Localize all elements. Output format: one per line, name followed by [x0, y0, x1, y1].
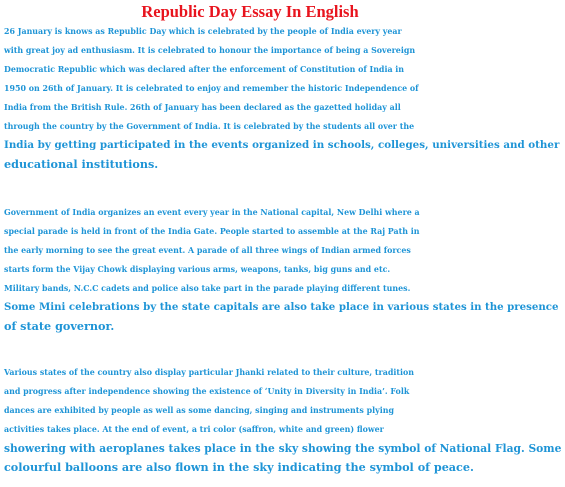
paragraph-line: activities takes place. At the end of event, a tri color (saffron, white and green) flower	[4, 425, 384, 434]
paragraph-line: with great joy ad enthusiasm. It is celebrated to honour the importance of being a Sovereign	[4, 46, 416, 55]
paragraph-line: starts form the Vijay Chowk displaying various arms, weapons, tanks, big guns and etc.	[4, 265, 391, 274]
paragraph-line: Democratic Republic which was declared after the enforcement of Constitution of India in	[4, 65, 405, 74]
paragraph-line: the early morning to see the great event. A parade of all three wings of Indian armed forces	[4, 246, 411, 255]
essay-title: Republic Day Essay In English	[141, 2, 359, 21]
paragraph-line: 1950 on 26th of January. It is celebrated to enjoy and remember the historic Independence of	[4, 84, 419, 93]
paragraph-line: Various states of the country also display particular Jhanki related to their culture, tradition	[4, 368, 414, 377]
paragraph-line: 26 January is knows as Republic Day which is celebrated by the people of India every year	[4, 27, 402, 36]
paragraph-line: Government of India organizes an event every year in the National capital, New Delhi where a	[4, 208, 420, 217]
paragraph-line: dances are exhibited by people as well as some dancing, singing and instruments plying	[4, 406, 394, 415]
essay-paragraph-3	[4, 363, 561, 477]
paragraph-line: and progress after independence showing the existence of ‘Unity in Diversity in India’. Folk	[4, 387, 410, 396]
paragraph-line: special parade is held in front of the India Gate. People started to assemble at the Raj Path in	[4, 227, 420, 236]
essay-paragraph-1	[4, 22, 559, 174]
paragraph-line: through the country by the Government of India. It is celebrated by the students all over the	[4, 122, 415, 131]
paragraph-line: of state governor.	[4, 319, 115, 333]
paragraph-line: Some Mini celebrations by the state capitals are also take place in various states in the presence	[4, 301, 559, 313]
paragraph-line: educational institutions.	[4, 157, 159, 171]
paragraph-line: Military bands, N.C.C cadets and police also take part in the parade playing different tunes.	[4, 284, 411, 293]
paragraph-line: India from the British Rule. 26th of January has been declared as the gazetted holiday all	[4, 103, 401, 112]
paragraph-line: showering with aeroplanes takes place in the sky showing the symbol of National Flag. Some	[4, 442, 562, 455]
essay-paragraph-2	[4, 203, 558, 336]
paragraph-line: colourful balloons are also flown in the sky indicating the symbol of peace.	[4, 460, 474, 474]
paragraph-line: India by getting participated in the events organized in schools, colleges, universities and other	[4, 139, 560, 151]
